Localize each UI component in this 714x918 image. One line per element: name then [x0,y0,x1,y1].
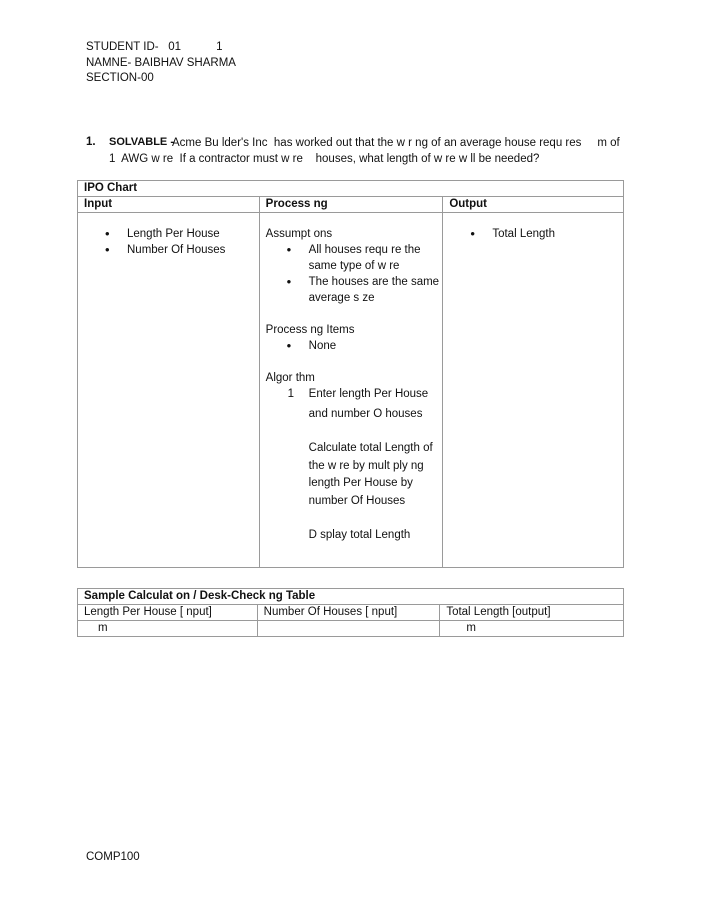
question-text-line-2: 1 AWG w re If a contractor must w re houses, what length of w re w ll be needed? [109,153,540,165]
ipo-header-processing: Process ng [259,197,443,213]
algorithm-steps [266,386,443,545]
desk-check-header-houses: Number Of Houses [ nput] [257,605,440,621]
algorithm-line: the w re by mult ply ng [308,459,424,472]
input-item: • Number Of Houses [84,242,259,258]
question-number: 1. [86,136,96,148]
processing-items-label: Process ng Items [265,324,355,336]
question-title: SOLVABLE - [109,136,174,148]
assumption-item: • The houses are the same average s ze [266,274,443,306]
ipo-header-input: Input [78,197,260,213]
processing-item: • None [266,338,443,354]
assumption-item: • All houses requ re the same type of w re [266,242,443,274]
algorithm-line: number Of Houses [308,494,406,507]
ipo-chart-title: IPO Chart [78,181,624,197]
algorithm-line: Enter length Per House [308,388,429,400]
desk-check-table [77,588,624,637]
ipo-chart-table [77,180,624,568]
student-id: STUDENT ID- 01 1 [86,41,223,53]
question-text-line-1: Acme Bu lder's Inc has worked out that the w r ng of an average house requ res m of [172,137,620,149]
algorithm-step-number: 1 [287,388,295,400]
desk-check-header-total: Total Length [output] [440,605,624,621]
algorithm-line: Calculate total Length of [308,442,433,454]
student-header [86,40,236,87]
algorithm-line: length Per House by [308,477,413,489]
algorithm-line: and number O houses [308,407,423,420]
page-footer: COMP100 [86,851,140,863]
desk-check-title: Sample Calculat on / Desk-Check ng Table [78,589,624,605]
ipo-header-output: Output [443,197,624,213]
student-name: NAMNE- BAIBHAV SHARMA [86,56,236,69]
algorithm-line: D splay total Length [308,529,411,541]
ipo-output-cell [443,213,624,568]
desk-check-cell [257,621,440,637]
ipo-processing-cell [259,213,443,568]
assumptions-label: Assumpt ons [265,228,333,240]
desk-check-cell: m [440,621,624,637]
algorithm-label: Algor thm [265,372,315,384]
output-item: • Total Length [449,226,623,242]
ipo-input-cell [78,213,260,568]
student-section: SECTION-00 [86,72,154,84]
desk-check-cell: m [78,621,258,637]
table-row [78,621,624,637]
input-item: • Length Per House [84,226,259,242]
desk-check-header-length: Length Per House [ nput] [78,605,258,621]
